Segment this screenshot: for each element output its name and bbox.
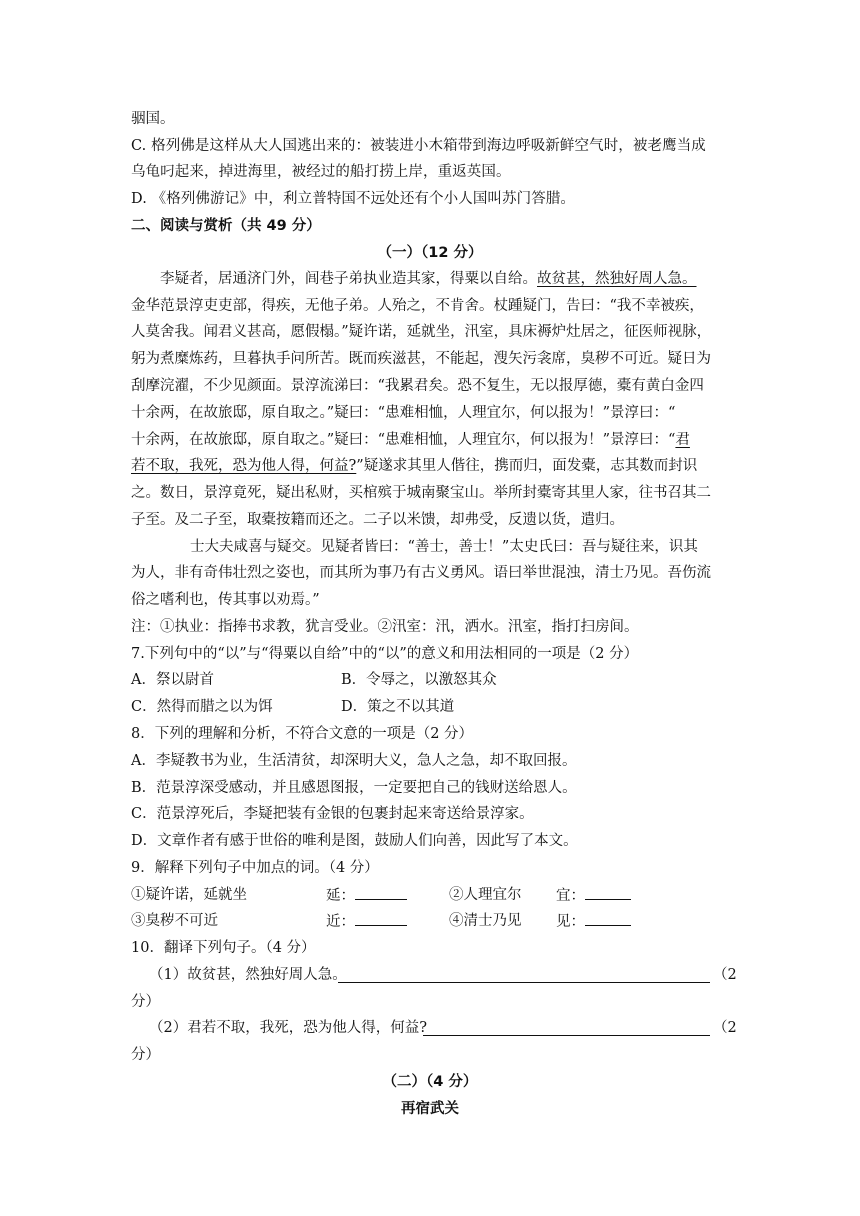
- option-c-line2: 乌龟叼起来，掉进海里，被经过的船打捞上岸，重返英国。: [131, 164, 511, 180]
- passage-line: 刮摩浣濯，不少见颜面。景淳流涕曰：“我累君矣。恐不复生，无以报厚德，橐有黄白金四: [131, 378, 704, 394]
- passage-line: 俗之嗜利也，传其事以劝焉。”: [131, 592, 320, 608]
- passage-line: 士大夫咸喜与疑交。见疑者皆曰：“善士，善士！”太史氏曰：吾与疑往来，识其: [190, 539, 698, 555]
- passage-line: 躬为煮糜炼药，旦暮执手问所苦。既而疾滋甚，不能起，溲矢污衾席，臭秽不可近。疑日为: [131, 351, 711, 367]
- exam-page: 骃国。 C. 格列佛是这样从大人国逃出来的：被装进小木箱带到海边呼吸新鲜空气时，被老鹰当成 乌龟叼起来，掉进海里，被经过的船打捞上岸，重返英国。 D. 《格列佛游记》中，利立普特国不远处还有个小人国叫苏门答腊。 二、阅读与赏析（共 49 分） （一）（12 分） 李疑者，居通济门外，闾巷子弟执业造其家，得粟以自给。故贫甚，然独好周人急。 金华范景淳吏吏部，得疾，无他子弟。人殆之，不肯舍。杖踵疑门，告曰：“我不幸被疾， 人莫舍我。闻君义甚高，愿假榻。”疑许诺，延就坐，汛室，具床褥炉灶居之，征医师视脉， 躬为煮糜炼药，旦暮执手问所苦。既而疾滋甚，不能起，溲矢污衾席，臭秽不可近。疑日为 刮摩浣濯，不少见颜面。景淳流涕曰：“我累君矣。恐不复生，无以报厚德，橐有黄白金四 十余两，在故旅邸，原自取之。”疑曰：“患难相恤，人理宜尔，何以报为！”景淳曰：“ 十余两，在故旅邸，原自取之。”疑曰：“患难相恤，人理宜尔，何以报为！”景淳曰：“君 若不取，我死，恐为他人得，何益?”疑遂求其里人偕往，携而归，面发橐，志其数而封识 之。数日，景淳竟死，疑出私财，买棺殡于城南聚宝山。举所封橐寄其里人家，往书召其二 子至。及二子至，取橐按籍而还之。二子以米馈，却弗受，反遗以货，遣归。 士大夫咸喜与疑交。见疑者皆曰：“善士，善士！”太史氏曰：吾与疑往来，识其 为人，非有奇伟壮烈之姿也，而其所为事乃有古义勇风。语曰举世混浊，清士乃见。吾伤流 俗之嗜利也，传其事以劝焉。” 注：①执业：指捧书求教，犹言受业。②汛室：汛，洒水。汛室，指打扫房间。 7.下列句中的“以”与“得粟以自给”中的“以”的意义和用法相同的一项是（2 分） A．祭以尉首 B．令辱之，以激怒其众 C．然得而腊之以为饵 D．策之不以其道 8．下列的理解和分析，不符合文意的一项是（2 分） A．李疑教书为业，生活清贫，却深明大义，急人之急，却不取回报。 B．范景淳深受感动，并且感恩图报，一定要把自己的钱财送给恩人。 C．范景淳死后，李疑把装有金银的包裹封起来寄送给景淳家。 D．文章作者有感于世俗的唯利是图，鼓励人们向善，因此写了本文。 9．解释下列句子中加点的词。（4 分） ①疑许诺，延就坐 延： ②人理宜尔 宜： ③臭秽不可近 近： ④清士乃见 见： 10．翻译下列句子。（4 分） （1）故贫甚，然独好周人急。 （2 分） （2）君若不取，我死，恐为他人得，何益? （2 分） （二）（4 分） 再宿武关: [0, 0, 860, 1216]
- q8-option-a: A．李疑教书为业，生活清贫，却深明大义，急人之急，却不取回报。: [131, 753, 577, 769]
- part2-heading: （二）（4 分）: [382, 1074, 478, 1090]
- passage-line: 若不取，我死，恐为他人得，何益?”疑遂求其里人偕往，携而归，面发橐，志其数而封识: [131, 458, 698, 474]
- q8-option-b: B．范景淳深受感动，并且感恩图报，一定要把自己的钱财送给恩人。: [131, 780, 577, 796]
- passage-line: 为人，非有奇伟壮烈之姿也，而其所为事乃有古义勇风。语曰举世混浊，清士乃见。吾伤流: [131, 565, 711, 581]
- question-10: 10．翻译下列句子。（4 分）: [131, 940, 316, 956]
- passage-line: 人莫舍我。闻君义甚高，愿假榻。”疑许诺，延就坐，汛室，具床褥炉灶居之，征医师视脉，: [131, 324, 712, 340]
- option-d: D. 《格列佛游记》中，利立普特国不远处还有个小人国叫苏门答腊。: [131, 191, 576, 207]
- question-9: 9．解释下列句子中加点的词。（4 分）: [131, 860, 379, 876]
- text-line: 骃国。: [131, 111, 175, 127]
- poem-title: 再宿武关: [401, 1101, 459, 1117]
- passage-line: 之。数日，景淳竟死，疑出私财，买棺殡于城南聚宝山。举所封橐寄其里人家，往书召其二: [131, 485, 711, 501]
- passage-line: 十余两，在故旅邸，原自取之。”疑曰：“患难相恤，人理宜尔，何以报为！”景淳曰：“: [131, 405, 676, 421]
- passage-line: 李疑者，居通济门外，闾巷子弟执业造其家，得粟以自给。故贫甚，然独好周人急。: [160, 271, 697, 287]
- part1-heading: （一）（12 分）: [377, 245, 483, 261]
- question-7: 7.下列句中的“以”与“得粟以自给”中的“以”的意义和用法相同的一项是（2 分）: [131, 646, 639, 662]
- passage-line: 十余两，在故旅邸，原自取之。”疑曰：“患难相恤，人理宜尔，何以报为！”景淳曰：“君: [131, 432, 690, 448]
- section-heading: 二、阅读与赏析（共 49 分）: [131, 218, 321, 234]
- question-8: 8．下列的理解和分析，不符合文意的一项是（2 分）: [131, 726, 474, 742]
- q8-option-d: D．文章作者有感于世俗的唯利是图，鼓励人们向善，因此写了本文。: [131, 833, 578, 849]
- annotation-note: 注：①执业：指捧书求教，犹言受业。②汛室：汛，洒水。汛室，指打扫房间。: [131, 619, 639, 635]
- passage-line: 金华范景淳吏吏部，得疾，无他子弟。人殆之，不肯舍。杖踵疑门，告曰：“我不幸被疾，: [131, 298, 704, 314]
- q10-item2-cont: 分）: [131, 1047, 160, 1063]
- option-c-line1: C. 格列佛是这样从大人国逃出来的：被装进小木箱带到海边呼吸新鲜空气时，被老鹰当成: [131, 138, 706, 154]
- passage-line: 子至。及二子至，取橐按籍而还之。二子以米馈，却弗受，反遗以货，遣归。: [131, 512, 624, 528]
- q8-option-c: C．范景淳死后，李疑把装有金银的包裹封起来寄送给景淳家。: [131, 806, 534, 822]
- q10-item1-cont: 分）: [131, 994, 160, 1010]
